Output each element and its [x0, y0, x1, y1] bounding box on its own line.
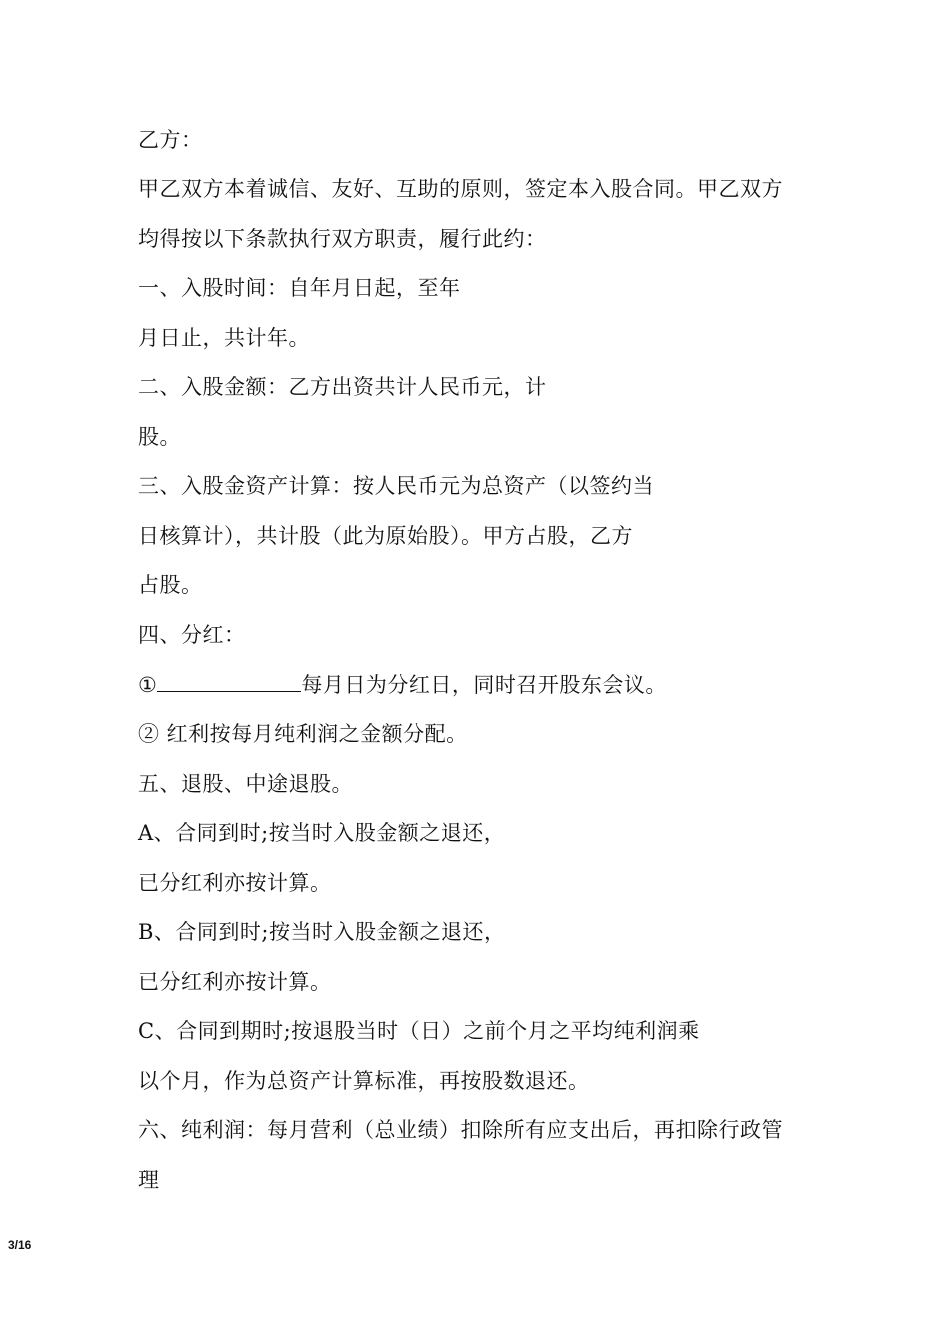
- clause-5-b-line-2: 已分红利亦按计算。: [138, 970, 332, 994]
- clause-4-item-2: ② 红利按每月纯利润之金额分配。: [138, 722, 468, 746]
- clause-6-line-1: 六、纯利润：每月营利（总业绩）扣除所有应支出后，再扣除行政管: [138, 1118, 783, 1142]
- page-number: 3/16: [8, 1238, 32, 1252]
- clause-3-line-1: 三、入股金资产计算：按人民币元为总资产（以签约当: [138, 474, 654, 498]
- party-b-label: 乙方：: [138, 128, 203, 152]
- circled-one: ①: [138, 673, 158, 697]
- clause-6-line-2: 理: [138, 1168, 160, 1192]
- clause-1-line-1: 一、入股时间：自年月日起，至年: [138, 276, 461, 300]
- clause-5-c-line-1: C、合同到期时;按退股当时（日）之前个月之平均纯利润乘: [138, 1019, 700, 1043]
- clause-5-a-line-1: A、合同到时;按当时入股金额之退还，: [138, 821, 506, 845]
- clause-2-line-2: 股。: [138, 425, 181, 449]
- clause-1-line-2: 月日止，共计年。: [138, 326, 310, 350]
- clause-4-item-1: [138, 672, 667, 698]
- clause-5-a-line-2: 已分红利亦按计算。: [138, 871, 332, 895]
- clause-3-line-3: 占股。: [138, 573, 203, 597]
- clause-2-line-1: 二、入股金额：乙方出资共计人民币元，计: [138, 375, 547, 399]
- fill-in-blank: [157, 673, 301, 692]
- clause-5-c-line-2: 以个月，作为总资产计算标准，再按股数退还。: [138, 1069, 590, 1093]
- clause-5-heading: 五、退股、中途退股。: [138, 772, 353, 796]
- intro-line-1: 甲乙双方本着诚信、友好、互助的原则，签定本入股合同。甲乙双方: [138, 177, 783, 201]
- clause-5-b-line-1: B、合同到时;按当时入股金额之退还，: [138, 920, 506, 944]
- clause-4-item-1-text: 每月日为分红日，同时召开股东会议。: [301, 673, 667, 697]
- clause-3-line-2: 日核算计），共计股（此为原始股）。甲方占股，乙方: [138, 524, 633, 548]
- clause-4-heading: 四、分红：: [138, 623, 246, 647]
- intro-line-2: 均得按以下条款执行双方职责，履行此约：: [138, 227, 547, 251]
